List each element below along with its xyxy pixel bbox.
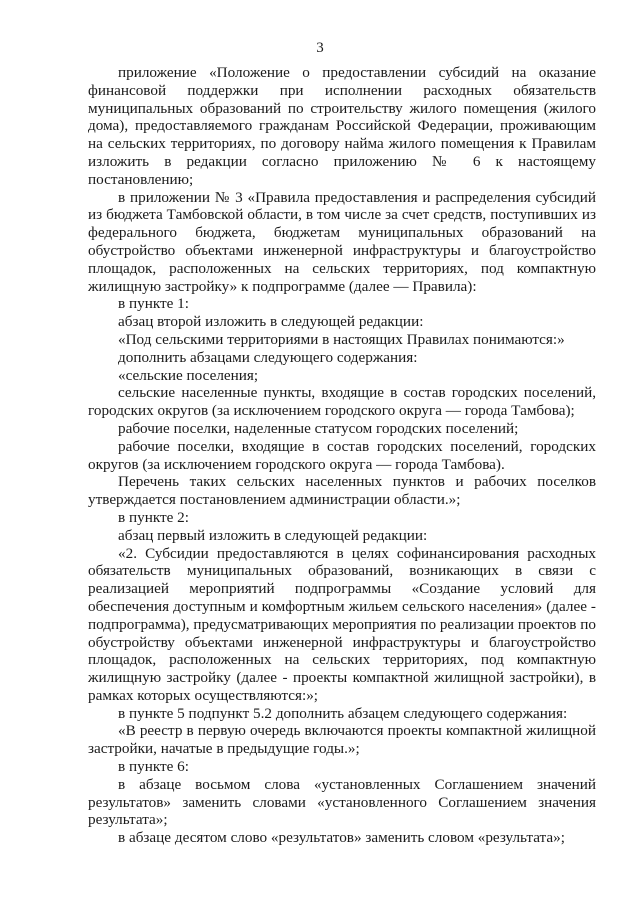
- paragraph: в пункте 6:: [118, 758, 189, 776]
- paragraph: в абзаце восьмом слова «установленных Соглашением значений результатов» заменить словами «установленного Соглашением значения результата»;: [88, 775, 596, 829]
- paragraph: приложение «Положение о предоставлении субсидий на оказание финансовой поддержки при исполнении расходных обязательств муниципальных образований по строительству жилого помещения (жилого дома), предоставляемого гражданам Российской Федерации, проживающим на сельских территориях, по договору найма жилого помещения к Правилам изложить в редакции согласно приложению № 6 к настоящему постановлению;: [88, 64, 596, 188]
- paragraph: сельские населенные пункты, входящие в состав городских поселений, городских округов (за исключением городского округа — города Тамбова);: [88, 384, 596, 420]
- paragraph: в пункте 1:: [118, 295, 189, 313]
- paragraph: в абзаце десятом слово «результатов» заменить словом «результата»;: [118, 829, 565, 847]
- paragraph: абзац первый изложить в следующей редакции:: [118, 526, 428, 544]
- paragraph: дополнить абзацами следующего содержания:: [118, 348, 418, 366]
- paragraph: «Под сельскими территориями в настоящих Правилах понимаются:»: [118, 330, 565, 348]
- document-body: [88, 64, 596, 847]
- paragraph: Перечень таких сельских населенных пунктов и рабочих поселков утверждается постановлением администрации области.»;: [88, 473, 596, 509]
- paragraph: «сельские поселения;: [118, 366, 259, 384]
- paragraph: в приложении № 3 «Правила предоставления и распределения субсидий из бюджета Тамбовской области, в том числе за счет средств, поступивших из федерального бюджета, бюджетам муниципальных образований на обустройство объектами инженерной инфраструктуры и благоустройство площадок, расположенных на сельских территориях, под компактную жилищную застройку» к подпрограмме (далее — Правила):: [88, 188, 596, 295]
- page-number: 3: [316, 40, 324, 56]
- paragraph: в пункте 5 подпункт 5.2 дополнить абзацем следующего содержания:: [118, 704, 568, 722]
- paragraph: рабочие поселки, входящие в состав городских поселений, городских округов (за исключением городского округа — города Тамбова).: [88, 437, 596, 473]
- paragraph: абзац второй изложить в следующей редакции:: [118, 313, 424, 331]
- paragraph: «В реестр в первую очередь включаются проекты компактной жилищной застройки, начатые в предыдущие годы.»;: [88, 722, 596, 758]
- paragraph: рабочие поселки, наделенные статусом городских поселений;: [118, 419, 519, 437]
- paragraph: в пункте 2:: [118, 508, 189, 526]
- paragraph: «2. Субсидии предоставляются в целях софинансирования расходных обязательств муниципальных образований, возникающих в связи с реализацией мероприятий подпрограммы «Создание условий для обеспечения доступным и комфортным жильем сельского населения» (далее - подпрограмма), предусматривающих мероприятия по реализации проектов по обустройству объектами инженерной инфраструктуры и благоустройство площадок, расположенных на сельских территориях, под компактную жилищную застройку (далее - проекты компактной жилищной застройки), в рамках которых осуществляются:»;: [88, 544, 596, 704]
